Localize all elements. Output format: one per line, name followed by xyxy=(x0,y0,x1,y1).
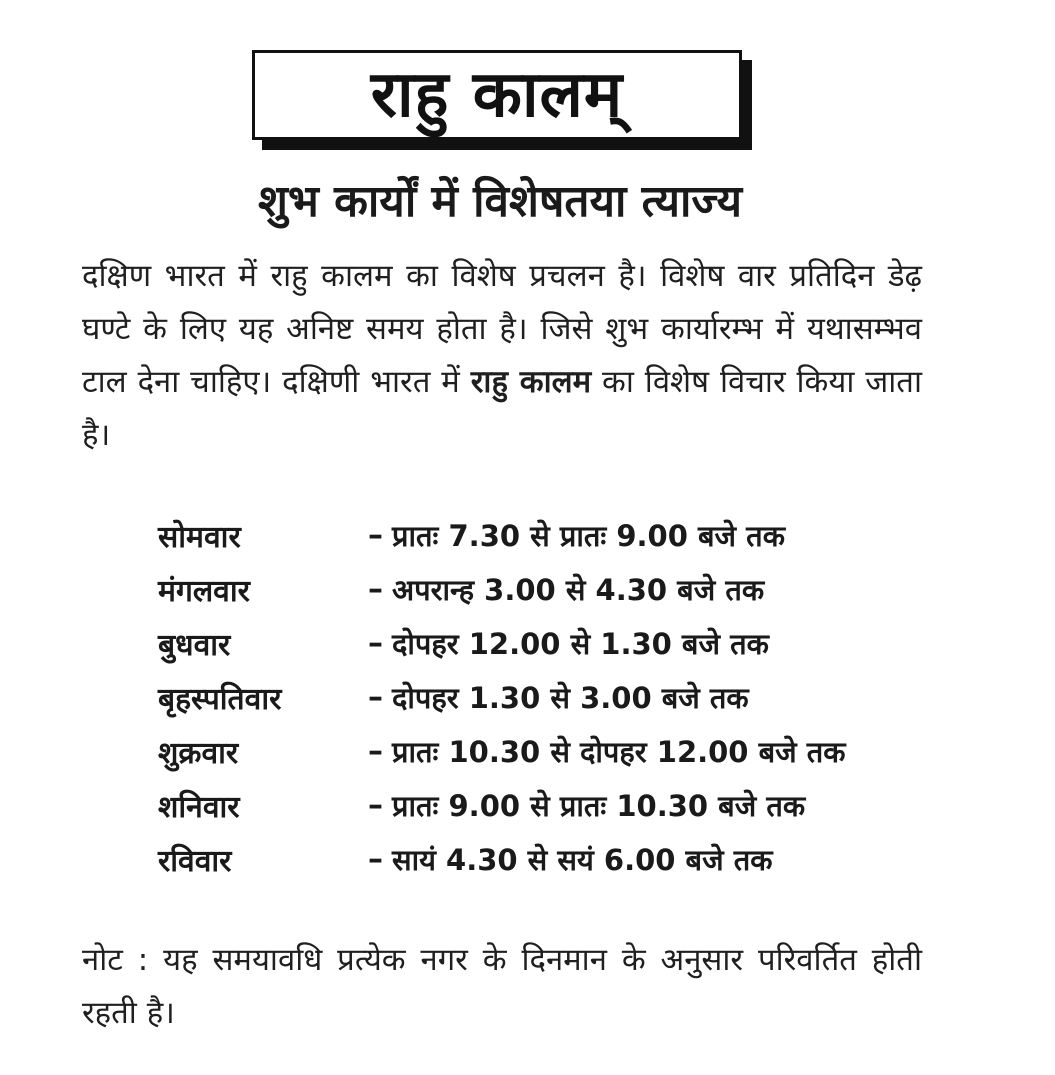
schedule-row xyxy=(158,832,938,886)
schedule-time: सायं 4.30 से सयं 6.00 बजे तक xyxy=(392,842,773,877)
schedule-dash: – xyxy=(368,679,383,715)
schedule-time: दोपहर 12.00 से 1.30 बजे तक xyxy=(392,626,769,661)
schedule-dash: – xyxy=(368,787,383,823)
schedule-row xyxy=(158,778,938,832)
schedule-dash: – xyxy=(368,571,383,607)
schedule-day: रविवार xyxy=(158,843,232,879)
schedule-dash: – xyxy=(368,625,383,661)
schedule-row xyxy=(158,670,938,724)
schedule-row xyxy=(158,508,938,562)
schedule-time: प्रातः 7.30 से प्रातः 9.00 बजे तक xyxy=(392,518,785,553)
schedule-dash: – xyxy=(368,517,383,553)
schedule-day: मंगलवार xyxy=(158,573,250,609)
intro-bold-phrase: राहु कालम xyxy=(470,364,592,400)
schedule-dash: – xyxy=(368,733,383,769)
schedule-dash: – xyxy=(368,841,383,877)
intro-text-before: दक्षिण भारत में राहु कालम का विशेष प्रचलन है। विशेष वार प्रतिदिन डेढ़ घण्टे के लिए यह अनिष्ट समय होता है। जिसे शुभ कार्यारम्भ में यथासम्भव टाल देना चाहिए। दक्षिणी भारत में xyxy=(82,258,922,400)
title-banner xyxy=(252,50,746,146)
intro-paragraph xyxy=(82,250,922,462)
intro-text-after: का विशेष विचार किया जाता है। xyxy=(82,364,923,453)
page-title: राहु कालम् xyxy=(370,58,624,132)
schedule-time: अपरान्ह 3.00 से 4.30 बजे तक xyxy=(392,572,765,607)
page-subtitle: शुभ कार्यों में विशेषतया त्याज्य xyxy=(257,176,743,227)
schedule-day: बुधवार xyxy=(158,627,231,663)
note-paragraph: नोट : यह समयावधि प्रत्येक नगर के दिनमान के अनुसार परिवर्तित होती रहती है। xyxy=(82,942,922,1031)
schedule-row xyxy=(158,616,938,670)
schedule-day: शनिवार xyxy=(158,789,240,825)
schedule-time: दोपहर 1.30 से 3.00 बजे तक xyxy=(392,680,749,715)
schedule-row xyxy=(158,724,938,778)
schedule-row xyxy=(158,562,938,616)
schedule-day: सोमवार xyxy=(158,519,241,555)
schedule-day: बृहस्पतिवार xyxy=(158,681,282,717)
schedule-time: प्रातः 9.00 से प्रातः 10.30 बजे तक xyxy=(392,788,806,823)
schedule-time: प्रातः 10.30 से दोपहर 12.00 बजे तक xyxy=(392,734,846,769)
title-box xyxy=(252,50,742,140)
schedule-list xyxy=(158,508,938,886)
schedule-day: शुक्रवार xyxy=(158,735,239,771)
